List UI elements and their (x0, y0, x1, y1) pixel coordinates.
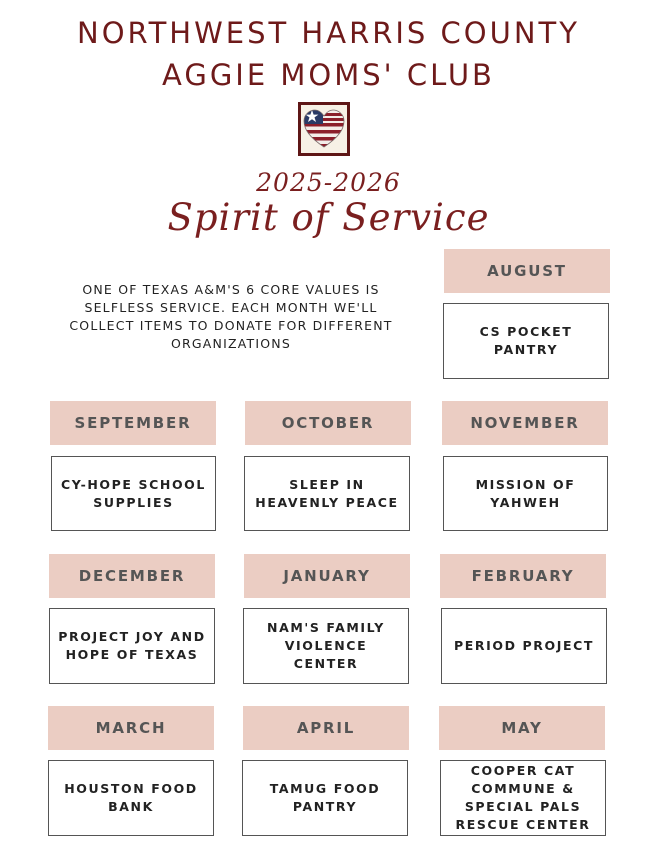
org-box-august (443, 303, 609, 379)
month-november: NOVEMBER (442, 401, 608, 445)
org-november: MISSION OF YAHWEH (475, 476, 576, 510)
org-box-october (244, 456, 410, 531)
org-box-january (243, 608, 409, 684)
month-february: FEBRUARY (440, 554, 606, 598)
org-box-september (51, 456, 216, 531)
month-may: MAY (439, 706, 605, 750)
org-box-february (441, 608, 607, 684)
org-august: CS POCKET PANTRY (479, 324, 573, 357)
org-december: PROJECT JOY AND HOPE OF TEXAS (58, 629, 206, 662)
month-october: OCTOBER (245, 401, 411, 445)
org-april: TAMUG FOOD PANTRY (269, 781, 381, 814)
org-box-november (443, 456, 608, 531)
org-box-march (48, 760, 214, 836)
org-may: COOPER CAT COMMUNE & SPECIAL PALS RESCUE CENTER (455, 763, 591, 832)
org-february: PERIOD PROJECT (453, 638, 595, 653)
month-march: MARCH (48, 706, 214, 750)
month-january: JANUARY (244, 554, 410, 598)
month-september: SEPTEMBER (50, 401, 216, 445)
spirit-of-service-heading: Spirit of Service (167, 196, 490, 239)
club-title-line-1: NORTHWEST HARRIS COUNTY (77, 16, 580, 50)
org-box-may (440, 760, 606, 836)
org-october: SLEEP IN HEAVENLY PEACE (255, 476, 399, 510)
org-box-april (242, 760, 408, 836)
service-year: 2025-2026 (256, 168, 401, 197)
intro-text: ONE OF TEXAS A&M'S 6 CORE VALUES IS SELFLESS SERVICE. EACH MONTH WE'LL COLLECT ITEMS TO DONATE FOR DIFFERENT ORGANIZATIONS (69, 282, 393, 351)
month-december: DECEMBER (49, 554, 215, 598)
org-september: CY-HOPE SCHOOL SUPPLIES (61, 476, 206, 510)
org-march: HOUSTON FOOD BANK (64, 781, 198, 814)
club-title-line-2: AGGIE MOMS' CLUB (162, 58, 495, 92)
org-box-december (49, 608, 215, 684)
org-january: NAM'S FAMILY VIOLENCE CENTER (267, 620, 385, 671)
month-april: APRIL (243, 706, 409, 750)
flag-heart-icon (298, 102, 350, 156)
month-august: AUGUST (444, 249, 610, 293)
